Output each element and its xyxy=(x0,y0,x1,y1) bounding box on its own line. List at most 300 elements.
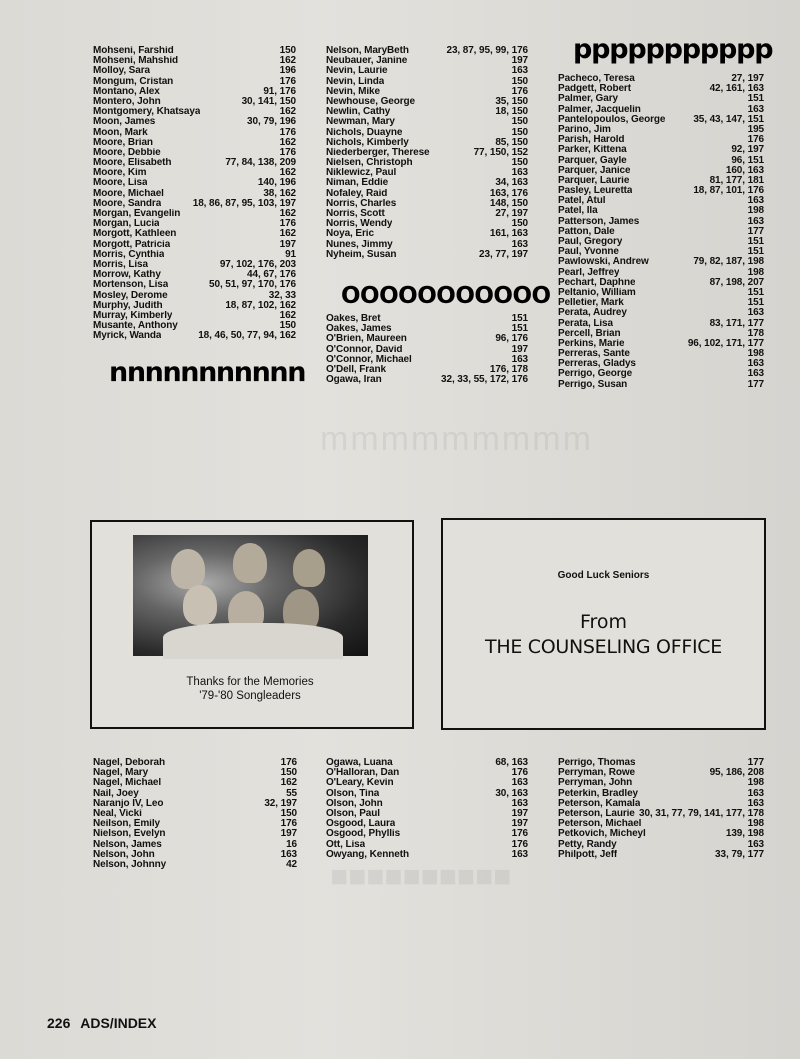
index-entry-name: Morgott, Kathleen xyxy=(93,229,177,240)
index-entry-name: Moore, Lisa xyxy=(93,178,148,189)
index-entry-name: Perreras, Sante xyxy=(558,349,630,360)
index-entry-name: Morrow, Kathy xyxy=(93,270,161,281)
index-entry xyxy=(326,345,528,355)
index-entry-pages: 198 xyxy=(747,818,764,830)
index-entry-name: Osgood, Phyllis xyxy=(326,829,401,840)
index-entry-pages: 176 xyxy=(279,146,296,158)
index-entry-pages: 95, 186, 208 xyxy=(709,767,764,779)
index-entry xyxy=(326,314,528,324)
index-entry-name: Pasley, Leuretta xyxy=(558,186,633,197)
index-entry-name: Nevin, Laurie xyxy=(326,66,388,77)
index-entry-pages: 151 xyxy=(747,246,764,258)
index-entry-pages: 163 xyxy=(511,797,528,809)
index-entry xyxy=(558,380,764,390)
index-entry xyxy=(326,789,528,799)
index-entry-pages: 198 xyxy=(747,777,764,789)
index-entry-pages: 177 xyxy=(747,757,764,768)
index-entry-pages: 92, 197 xyxy=(731,144,764,156)
index-entry xyxy=(558,319,764,329)
index-entry-pages: 195 xyxy=(747,123,764,135)
index-entry-pages: 150 xyxy=(511,218,528,230)
index-entry-name: Olson, John xyxy=(326,798,383,809)
index-entry-pages: 32, 197 xyxy=(264,797,297,809)
index-entry xyxy=(326,158,528,168)
index-entry-pages: 162 xyxy=(279,55,296,67)
index-entry xyxy=(93,758,297,768)
index-entry-name: Montgomery, Khatsaya xyxy=(93,107,201,118)
index-entry-name: Nielsen, Christoph xyxy=(326,158,413,169)
index-column-n xyxy=(326,46,528,260)
index-entry-name: Paul, Yvonne xyxy=(558,247,619,258)
index-entry-name: Murray, Kimberly xyxy=(93,310,173,321)
index-entry xyxy=(93,199,296,209)
index-entry-name: O'Dell, Frank xyxy=(326,364,386,375)
index-entry-name: Perata, Lisa xyxy=(558,318,613,329)
index-entry xyxy=(326,829,528,839)
index-entry-pages: 163 xyxy=(747,797,764,809)
index-entry-pages: 163 xyxy=(747,215,764,227)
index-entry xyxy=(93,56,296,66)
index-entry-pages: 44, 67, 176 xyxy=(247,269,296,281)
index-entry-pages: 162 xyxy=(279,208,296,219)
index-entry-pages: 85, 150 xyxy=(495,136,528,148)
index-entry-pages: 176, 178 xyxy=(489,363,528,375)
index-entry-pages: 176 xyxy=(279,218,296,230)
index-entry-pages: 68, 163 xyxy=(495,757,528,768)
index-column-o-bottom xyxy=(326,758,528,860)
index-entry xyxy=(326,375,528,385)
index-entry-pages: 197 xyxy=(280,828,297,840)
index-entry-name: Pawlowski, Andrew xyxy=(558,257,649,268)
index-entry-name: Patel, Ila xyxy=(558,206,598,217)
index-entry xyxy=(326,46,528,56)
index-entry xyxy=(93,331,296,341)
index-entry-pages: 196 xyxy=(279,65,296,77)
index-entry-pages: 140, 196 xyxy=(257,177,296,189)
index-entry-name: Noya, Eric xyxy=(326,229,374,240)
index-entry-name: Nielson, Evelyn xyxy=(93,829,166,840)
index-entry-pages: 96, 151 xyxy=(731,154,764,166)
index-entry xyxy=(93,229,296,239)
index-entry-pages: 163 xyxy=(511,167,528,179)
index-entry xyxy=(93,280,296,290)
index-entry xyxy=(558,298,764,308)
index-entry-name: Peltanio, William xyxy=(558,287,636,298)
index-entry-pages: 32, 33, 55, 172, 176 xyxy=(441,374,528,386)
index-entry-pages: 177 xyxy=(747,378,764,390)
index-column-p xyxy=(558,74,764,390)
index-entry-name: Pacheco, Teresa xyxy=(558,74,635,84)
index-entry-name: Nunes, Jimmy xyxy=(326,239,393,250)
index-entry-pages: 77, 150, 152 xyxy=(473,146,528,158)
index-entry xyxy=(93,768,297,778)
index-entry-pages: 18, 46, 50, 77, 94, 162 xyxy=(198,330,296,342)
index-entry-name: Parquer, Janice xyxy=(558,165,631,176)
index-entry xyxy=(326,148,528,158)
index-entry xyxy=(558,829,764,839)
index-entry-name: Owyang, Kenneth xyxy=(326,849,409,860)
index-entry-name: Morris, Cynthia xyxy=(93,249,165,260)
page-footer xyxy=(47,1015,156,1031)
reverse-show-through-2: ■■■■■■■■■■ xyxy=(330,860,512,893)
index-entry-pages: 50, 51, 97, 170, 176 xyxy=(209,279,296,291)
index-entry-pages: 176 xyxy=(280,757,297,768)
index-entry xyxy=(93,46,296,56)
index-entry-name: Perata, Audrey xyxy=(558,308,627,319)
index-entry-pages: 18, 87, 101, 176 xyxy=(693,185,764,197)
index-entry-name: Nagel, Deborah xyxy=(93,758,165,768)
index-entry-pages: 162 xyxy=(279,106,296,118)
index-entry-name: Morgott, Patricia xyxy=(93,239,171,250)
index-entry-name: Mosley, Derome xyxy=(93,290,168,301)
index-entry-name: Patterson, James xyxy=(558,216,640,227)
index-entry xyxy=(326,77,528,87)
index-entry-name: Niederberger, Therese xyxy=(326,147,430,158)
index-entry-name: Moon, Mark xyxy=(93,127,148,138)
index-entry-pages: 77, 84, 138, 209 xyxy=(225,157,296,169)
index-entry-pages: 176 xyxy=(511,828,528,840)
index-entry-pages: 151 xyxy=(747,286,764,298)
index-entry xyxy=(558,94,764,104)
index-entry-pages: 30, 141, 150 xyxy=(241,95,296,107)
index-entry-pages: 30, 31, 77, 79, 141, 177, 178 xyxy=(639,807,764,819)
index-entry xyxy=(558,186,764,196)
index-entry-name: O'Connor, David xyxy=(326,344,403,355)
index-entry-pages: 55 xyxy=(286,787,297,799)
index-entry-pages: 163 xyxy=(511,65,528,77)
index-entry-pages: 176 xyxy=(279,126,296,138)
index-entry xyxy=(93,301,296,311)
index-column-p-bottom xyxy=(558,758,764,860)
index-entry-name: Molloy, Sara xyxy=(93,66,150,77)
index-entry-pages: 83, 171, 177 xyxy=(709,317,764,329)
index-entry xyxy=(558,308,764,318)
index-entry-pages: 151 xyxy=(747,297,764,309)
index-entry-name: Myrick, Wanda xyxy=(93,331,162,342)
index-entry-pages: 197 xyxy=(511,818,528,830)
index-entry-pages: 163 xyxy=(280,848,297,860)
index-entry-name: Olson, Paul xyxy=(326,808,380,819)
index-entry-name: Neilson, Emily xyxy=(93,819,160,830)
index-entry-name: Montero, John xyxy=(93,96,161,107)
index-entry xyxy=(326,229,528,239)
index-entry xyxy=(326,809,528,819)
index-entry xyxy=(326,250,528,260)
index-entry xyxy=(93,117,296,127)
index-entry-name: Padgett, Robert xyxy=(558,84,631,95)
index-entry-name: Norris, Charles xyxy=(326,198,397,209)
index-entry-name: Osgood, Laura xyxy=(326,819,396,830)
index-entry-name: Peterson, Laurie xyxy=(558,808,635,819)
index-entry-pages: 150 xyxy=(280,807,297,819)
index-entry xyxy=(558,809,764,819)
index-entry xyxy=(93,850,297,860)
index-entry-name: Olson, Tina xyxy=(326,788,380,799)
index-entry-pages: 162 xyxy=(279,309,296,321)
index-entry-name: Morgan, Evangelin xyxy=(93,209,181,219)
index-entry-pages: 162 xyxy=(279,228,296,240)
index-entry xyxy=(93,311,296,321)
index-entry-pages: 30, 79, 196 xyxy=(247,116,296,128)
index-entry-name: Morgan, Lucia xyxy=(93,219,160,230)
index-entry xyxy=(558,206,764,216)
index-entry xyxy=(93,860,297,870)
index-entry-name: Mortenson, Lisa xyxy=(93,280,169,291)
index-entry xyxy=(93,809,297,819)
index-entry-name: Perrigo, Thomas xyxy=(558,758,636,768)
index-entry xyxy=(558,288,764,298)
index-entry-pages: 23, 87, 95, 99, 176 xyxy=(446,45,528,56)
index-entry-pages: 150 xyxy=(511,116,528,128)
index-entry-pages: 42, 161, 163 xyxy=(709,83,764,95)
index-entry-pages: 163 xyxy=(747,368,764,380)
index-entry-name: Parino, Jim xyxy=(558,124,611,135)
index-entry xyxy=(93,158,296,168)
index-entry-name: O'Leary, Kevin xyxy=(326,778,394,789)
index-entry-pages: 176 xyxy=(511,767,528,779)
index-entry-name: Perryman, John xyxy=(558,778,633,789)
index-entry-pages: 42 xyxy=(286,858,297,870)
index-entry-pages: 18, 150 xyxy=(495,106,528,118)
index-entry-name: Moon, James xyxy=(93,117,156,128)
index-entry xyxy=(558,778,764,788)
index-entry-pages: 163 xyxy=(511,777,528,789)
index-entry-pages: 178 xyxy=(747,327,764,339)
index-entry-name: Montano, Alex xyxy=(93,86,160,97)
index-entry-name: Moore, Debbie xyxy=(93,147,161,158)
index-entry xyxy=(558,257,764,267)
index-entry-name: Murphy, Judith xyxy=(93,300,163,311)
index-entry-name: Ott, Lisa xyxy=(326,839,366,850)
index-entry-name: Niman, Eddie xyxy=(326,178,389,189)
index-entry-pages: 35, 43, 147, 151 xyxy=(693,113,764,125)
index-entry-pages: 81, 177, 181 xyxy=(709,174,764,186)
index-entry xyxy=(326,334,528,344)
index-entry-name: Musante, Anthony xyxy=(93,321,178,332)
index-entry-name: Mohseni, Mahshid xyxy=(93,56,179,67)
index-entry-pages: 23, 77, 197 xyxy=(479,248,528,260)
index-entry-name: Newhouse, George xyxy=(326,96,415,107)
index-entry-name: Peterson, Kamala xyxy=(558,798,641,809)
index-entry-pages: 30, 163 xyxy=(495,787,528,799)
index-entry-name: Newman, Mary xyxy=(326,117,395,128)
index-entry-name: Pantelopoulos, George xyxy=(558,114,666,125)
songleaders-photo xyxy=(133,535,368,656)
index-entry xyxy=(558,125,764,135)
section-header-n: nnnnnnnnnnn xyxy=(109,357,306,388)
index-entry-pages: 150 xyxy=(511,157,528,169)
index-entry-pages: 162 xyxy=(279,167,296,179)
index-entry-name: Norris, Wendy xyxy=(326,219,393,230)
songleaders-caption-2: '79-'80 Songleaders xyxy=(199,690,301,702)
index-entry-pages: 150 xyxy=(279,320,296,332)
index-entry-name: Nelson, James xyxy=(93,839,162,850)
index-entry-name: Nevin, Linda xyxy=(326,76,385,87)
good-luck-text: Good Luck Seniors xyxy=(557,570,650,581)
index-entry-name: O'Halloran, Dan xyxy=(326,768,400,779)
section-name: ADS/INDEX xyxy=(80,1015,157,1031)
index-entry-name: Peterkin, Bradley xyxy=(558,788,639,799)
index-entry xyxy=(558,84,764,94)
index-entry xyxy=(326,56,528,66)
index-entry-name: Palmer, Jacquelin xyxy=(558,104,641,115)
index-entry-pages: 176 xyxy=(280,818,297,830)
index-entry-pages: 160, 163 xyxy=(725,164,764,176)
index-entry-pages: 163 xyxy=(747,307,764,319)
index-entry-name: Patel, Atul xyxy=(558,196,606,207)
reverse-show-through: mmmmmmmmm xyxy=(320,420,593,458)
index-entry-name: Perrigo, Susan xyxy=(558,379,628,390)
index-entry-name: Moore, Brian xyxy=(93,137,153,148)
index-entry-pages: 150 xyxy=(511,75,528,87)
index-entry-name: O'Brien, Maureen xyxy=(326,334,407,345)
index-entry-name: Nofaley, Raid xyxy=(326,188,388,199)
index-entry-pages: 198 xyxy=(747,266,764,278)
index-entry-name: O'Connor, Michael xyxy=(326,354,412,365)
index-entry-name: Perkins, Marie xyxy=(558,338,625,349)
index-entry xyxy=(93,829,297,839)
index-entry xyxy=(326,819,528,829)
index-entry-pages: 163 xyxy=(511,353,528,365)
index-entry xyxy=(93,219,296,229)
index-entry-name: Parish, Harold xyxy=(558,135,625,146)
index-entry-name: Nelson, Johnny xyxy=(93,859,167,870)
index-entry xyxy=(558,278,764,288)
index-entry-pages: 79, 82, 187, 198 xyxy=(693,256,764,268)
index-entry-name: Peterson, Michael xyxy=(558,819,642,830)
index-entry-pages: 91, 176 xyxy=(263,85,296,97)
index-entry xyxy=(326,840,528,850)
index-entry-pages: 139, 198 xyxy=(725,828,764,840)
index-entry-pages: 16 xyxy=(286,838,297,850)
index-column-n-bottom xyxy=(93,758,297,870)
index-entry-name: Petkovich, Micheyl xyxy=(558,829,646,840)
index-entry xyxy=(558,237,764,247)
index-entry-pages: 177 xyxy=(747,225,764,237)
index-entry-pages: 91 xyxy=(285,248,296,260)
index-entry-pages: 151 xyxy=(747,93,764,105)
index-entry xyxy=(93,840,297,850)
index-entry-pages: 197 xyxy=(511,807,528,819)
index-entry-name: Neubauer, Janine xyxy=(326,56,408,67)
index-entry-pages: 163 xyxy=(747,358,764,370)
index-entry-pages: 163 xyxy=(511,238,528,250)
index-entry xyxy=(326,209,528,219)
index-entry xyxy=(558,850,764,860)
index-entry-pages: 32, 33 xyxy=(268,289,296,301)
index-entry-pages: 151 xyxy=(511,323,528,335)
index-entry-name: Morris, Lisa xyxy=(93,259,148,270)
index-entry-pages: 163, 176 xyxy=(489,187,528,199)
index-entry xyxy=(326,768,528,778)
index-entry-pages: 163 xyxy=(747,103,764,115)
index-entry-pages: 150 xyxy=(511,126,528,138)
index-entry xyxy=(93,778,297,788)
index-entry-name: Nail, Joey xyxy=(93,788,139,799)
section-header-o: OOOOOOOOOOO xyxy=(341,283,551,309)
index-entry-pages: 97, 102, 176, 203 xyxy=(219,258,296,270)
index-entry-pages: 176 xyxy=(511,838,528,850)
index-entry-name: Paul, Gregory xyxy=(558,237,623,247)
index-entry-name: Petty, Randy xyxy=(558,839,617,850)
index-entry-name: Moore, Kim xyxy=(93,168,147,179)
index-entry-pages: 162 xyxy=(279,136,296,148)
index-entry-name: Perryman, Rowe xyxy=(558,768,635,779)
index-entry xyxy=(93,209,296,219)
index-entry-name: Moore, Elisabeth xyxy=(93,158,172,169)
index-entry-pages: 33, 79, 177 xyxy=(715,848,764,860)
index-entry-name: Oakes, Bret xyxy=(326,314,381,324)
index-entry-name: Naranjo IV, Leo xyxy=(93,798,164,809)
index-entry-pages: 34, 163 xyxy=(495,177,528,189)
index-entry-name: Nelson, John xyxy=(93,849,155,860)
index-entry-name: Nichols, Duayne xyxy=(326,127,403,138)
index-entry-pages: 197 xyxy=(511,343,528,355)
index-entry-name: Parquer, Gayle xyxy=(558,155,627,166)
index-entry xyxy=(326,117,528,127)
index-entry-pages: 18, 86, 87, 95, 103, 197 xyxy=(192,197,296,209)
index-entry xyxy=(326,107,528,117)
index-entry-name: Nevin, Mike xyxy=(326,86,380,97)
index-entry-name: Percell, Brian xyxy=(558,328,621,339)
index-entry xyxy=(558,768,764,778)
index-entry-pages: 96, 176 xyxy=(495,333,528,345)
index-entry-name: Neal, Vicki xyxy=(93,808,142,819)
counseling-office-title: THE COUNSELING OFFICE xyxy=(485,636,722,658)
index-entry-name: Nichols, Kimberly xyxy=(326,137,409,148)
index-entry-name: Nelson, MaryBeth xyxy=(326,46,409,56)
index-entry-pages: 198 xyxy=(747,348,764,360)
index-entry-pages: 18, 87, 102, 162 xyxy=(225,299,296,311)
index-entry xyxy=(558,349,764,359)
index-entry xyxy=(558,369,764,379)
index-entry-name: Parker, Kittena xyxy=(558,145,627,156)
index-entry-pages: 162 xyxy=(280,777,297,789)
index-entry xyxy=(93,799,297,809)
index-entry-name: Mongum, Cristan xyxy=(93,76,174,87)
index-entry xyxy=(93,819,297,829)
index-entry-name: Oakes, James xyxy=(326,324,392,335)
index-entry-pages: 176 xyxy=(279,75,296,87)
index-entry-name: Nagel, Mary xyxy=(93,768,149,779)
index-entry xyxy=(558,227,764,237)
index-entry-name: Palmer, Gary xyxy=(558,94,618,105)
index-entry xyxy=(326,66,528,76)
index-entry-name: Philpott, Jeff xyxy=(558,849,618,860)
index-entry-name: Nyheim, Susan xyxy=(326,249,397,260)
index-entry xyxy=(326,758,528,768)
index-entry xyxy=(93,240,296,250)
index-entry xyxy=(93,66,296,76)
index-entry-pages: 197 xyxy=(279,238,296,250)
index-entry-pages: 163 xyxy=(747,787,764,799)
index-entry-pages: 148, 150 xyxy=(489,197,528,209)
index-entry-pages: 96, 102, 171, 177 xyxy=(687,337,764,349)
index-entry xyxy=(558,145,764,155)
index-entry-name: Parquer, Laurie xyxy=(558,175,630,186)
index-entry-name: Moore, Michael xyxy=(93,188,164,199)
index-entry-pages: 163 xyxy=(747,195,764,207)
index-entry xyxy=(93,128,296,138)
index-entry xyxy=(558,339,764,349)
index-entry-pages: 163 xyxy=(511,848,528,860)
index-entry-name: Patton, Dale xyxy=(558,226,615,237)
index-entry xyxy=(326,850,528,860)
index-entry xyxy=(558,789,764,799)
index-entry-name: Newlin, Cathy xyxy=(326,107,391,118)
section-header-p: ppppppppppp xyxy=(573,34,773,65)
index-entry-pages: 163 xyxy=(747,838,764,850)
